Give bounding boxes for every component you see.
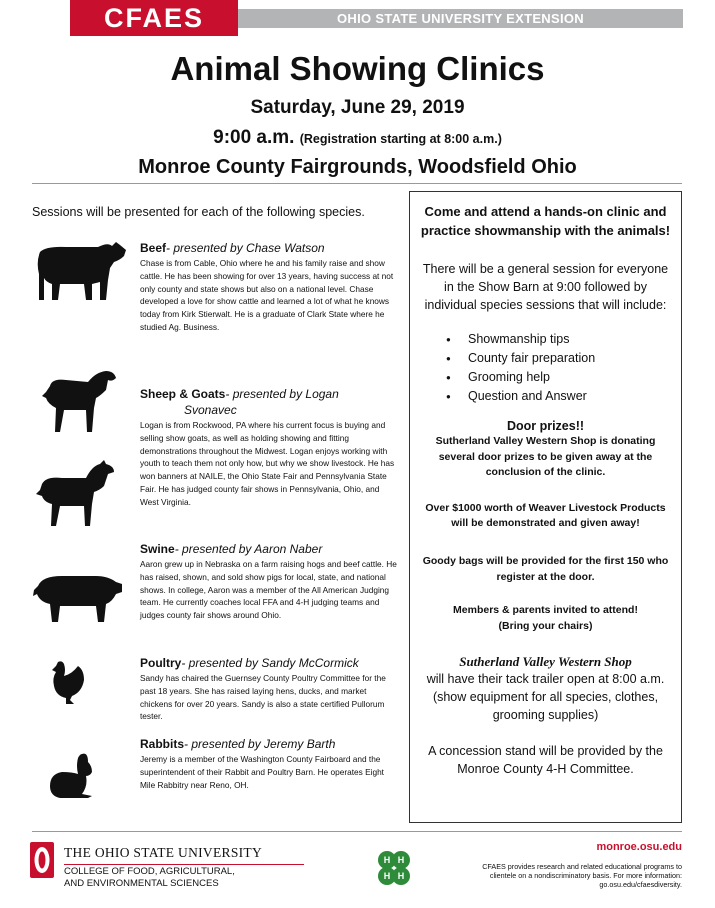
topics-list	[446, 330, 673, 406]
concession-text: A concession stand will be provided by the Monroe County 4-H Committee.	[428, 744, 663, 777]
species-presenter: - presented by Sandy McCormick	[181, 656, 359, 670]
species-name: Beef	[140, 241, 167, 255]
sessions-intro: Sessions will be presented for each of the following species.	[32, 205, 365, 219]
rabbit-icon	[48, 752, 96, 800]
panel-headline: Come and attend a hands-on clinic and practice showmanship with the animals!	[420, 204, 671, 238]
goody-bags-text: Goody bags will be provided for the first 150 who register at the door.	[422, 554, 669, 583]
members-invite-text: Members & parents invited to attend!	[453, 604, 638, 617]
pig-icon	[32, 572, 124, 624]
header-bar	[0, 0, 715, 36]
species-heading	[140, 541, 400, 557]
bring-chairs-text: (Bring your chairs)	[498, 619, 593, 632]
svg-text:H: H	[397, 855, 405, 865]
4h-clover-icon	[373, 848, 415, 890]
sheep-icon	[40, 368, 118, 434]
species-heading	[140, 240, 400, 256]
info-panel	[409, 191, 682, 823]
species-name: Swine	[140, 542, 175, 556]
header-divider	[32, 183, 682, 184]
list-item: ● Showmanship tips	[446, 330, 673, 349]
svg-text:H: H	[397, 871, 405, 881]
door-prizes-title: Door prizes!!	[506, 419, 585, 433]
university-name: THE OHIO STATE UNIVERSITY	[64, 845, 304, 865]
species-presenter: - presented by Aaron Naber	[174, 542, 323, 556]
presenter-bio: Chase is from Cable, Ohio where he and his family raise and show cattle. He has been showing for over 13 years, having success at not only county and state shows but also on a national level. Chase developed a love for show cattle and learned a lot of what he knows today from Kirk Stierwalt. He is a graduate of Clark State where he studied Ag. Business.	[140, 258, 394, 332]
page-title: Animal Showing Clinics	[170, 50, 545, 87]
species-name: Rabbits	[140, 737, 185, 751]
event-time	[0, 127, 715, 149]
species-presenter: - presented by Jeremy Barth	[184, 737, 336, 751]
presenter-bio: Sandy has chaired the Guernsey County Poultry Committee for the past 18 years. She has raised laying hens, ducks, and market chickens for over 20 years. Sandy is also a state certified Pullorum tester.	[140, 673, 386, 722]
species-swine	[140, 541, 400, 622]
tack-trailer-text: will have their tack trailer open at 8:00 a.m. (show equipment for all species, clothes, grooming supplies)	[426, 672, 665, 723]
species-heading	[140, 655, 400, 671]
weaver-products-text: Over $1000 worth of Weaver Livestock Products will be demonstrated and given away!	[425, 501, 666, 530]
general-session-text: There will be a general session for everyone in the Show Barn at 9:00 followed by individual species sessions that will include:	[422, 262, 669, 312]
list-item: ● Grooming help	[446, 368, 673, 387]
svg-text:H: H	[383, 855, 391, 865]
svg-text:H: H	[383, 871, 391, 881]
nondiscrimination-statement: CFAES provides research and related educational programs to clientele on a nondiscriminatory basis. For more information: go.osu.edu/cfaesdiversity.	[482, 862, 682, 889]
website-link[interactable]: monroe.osu.edu	[596, 841, 682, 853]
extension-banner: OHIO STATE UNIVERSITY EXTENSION	[238, 9, 683, 28]
college-line: AND ENVIRONMENTAL SCIENCES	[64, 877, 219, 889]
chicken-icon	[50, 660, 86, 706]
presenter-bio: Logan is from Rockwood, PA where his current focus is buying and selling show goats, as well as holding showing and fitting demonstrations throughout the Midwest. Logan enjoys working with youth to teach them not only how, but why we show livestock. He has won banners at NAILE, the Ohio State Fair and Pennsylvania State Fair. He has judged county fair shows in Pennsylvania, Ohio, and West Virginia.	[140, 420, 395, 507]
cow-icon	[36, 238, 128, 302]
species-presenter-continued: Svonavec	[184, 403, 237, 417]
goat-icon	[34, 458, 116, 528]
footer-divider	[32, 831, 682, 832]
species-beef	[140, 240, 400, 334]
event-start-time: 9:00 a.m.	[213, 127, 295, 148]
species-heading	[140, 386, 400, 418]
registration-note: (Registration starting at 8:00 a.m.)	[299, 132, 502, 146]
species-name: Poultry	[140, 656, 182, 670]
species-presenter: - presented by Logan	[225, 387, 339, 401]
shop-name: Sutherland Valley Western Shop	[459, 654, 632, 670]
college-line: COLLEGE OF FOOD, AGRICULTURAL,	[64, 866, 235, 877]
event-date: Saturday, June 29, 2019	[250, 97, 465, 118]
list-item: ● Question and Answer	[446, 387, 673, 406]
list-item: ● County fair preparation	[446, 349, 673, 368]
presenter-bio: Jeremy is a member of the Washington County Fairboard and the superintendent of their Rabbit and Poultry Barn. He operates Eight Mile Rabbitry near Reno, OH.	[140, 754, 384, 790]
block-o-icon	[30, 842, 54, 878]
cfaes-logo: CFAES	[70, 0, 238, 36]
presenter-bio: Aaron grew up in Nebraska on a farm raising hogs and beef cattle. He has raised, shown, and sold show pigs for local, state, and national shows. In college, Aaron was a member of the All American Judging team. He currently coaches local FFA and 4-H judging teams and judges county fair shows around Ohio.	[140, 559, 397, 621]
college-name	[64, 866, 235, 889]
event-location: Monroe County Fairgrounds, Woodsfield Ohio	[138, 156, 577, 178]
door-prizes-text: Sutherland Valley Western Shop is donating several door prizes to be given away at the conclusion of the clinic.	[435, 435, 656, 479]
species-name: Sheep & Goats	[140, 387, 226, 401]
species-sheep-goats	[140, 386, 400, 509]
species-rabbits	[140, 736, 400, 791]
species-poultry	[140, 655, 400, 723]
species-heading	[140, 736, 400, 752]
species-presenter: - presented by Chase Watson	[166, 241, 325, 255]
